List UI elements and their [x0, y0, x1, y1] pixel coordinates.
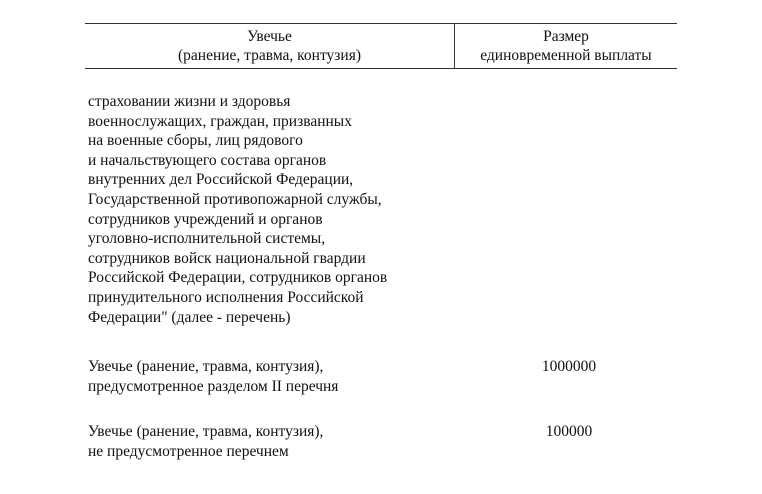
header-payment: Размер единовременной выплаты [480, 28, 652, 64]
payment-table [85, 23, 677, 69]
table-header [85, 23, 677, 69]
row-injury: Увечье (ранение, травма, контузия), не предусмотренное перечнем [88, 423, 324, 460]
intro-text: страховании жизни и здоровья военнослужащих, граждан, призванных на военные сборы, лиц рядового и начальствующего состава органов внутренних дел Российской Федерации, Государственной противопожарной службы, сотрудников учреждений и органов уголовно-исполнительной системы, сотрудников войск национальной гвардии Российской Федерации, сотрудников органов принудительного исполнения Российской Федерации" (далее - перечень) [88, 93, 388, 326]
row-injury: Увечье (ранение, травма, контузия), предусмотренное разделом II перечня [88, 358, 339, 395]
row-amount: 1000000 [541, 358, 597, 375]
row-amount: 100000 [545, 423, 593, 440]
header-injury: Увечье (ранение, травма, контузия) [178, 28, 361, 64]
